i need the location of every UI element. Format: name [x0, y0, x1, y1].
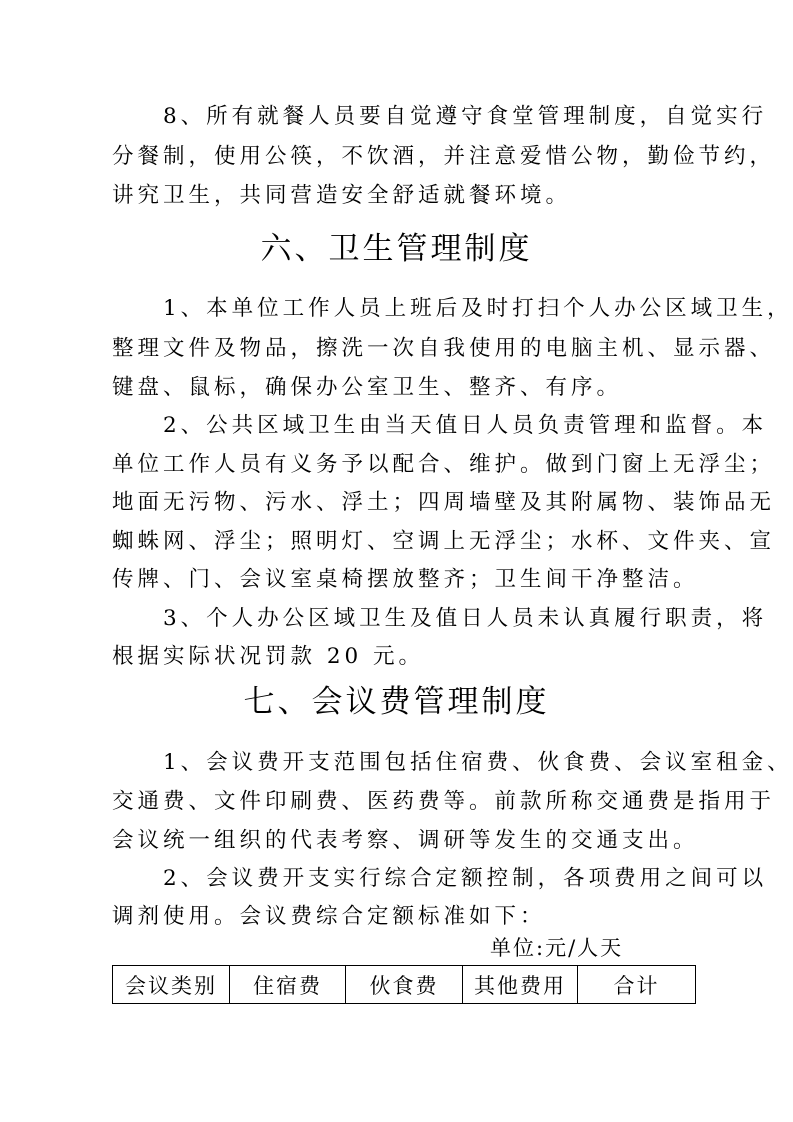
section-heading: 七、会议费管理制度 [243, 684, 550, 720]
paragraph-line: 8、所有就餐人员要自觉遵守食堂管理制度，自觉实行 [112, 104, 768, 129]
table-header-cell: 伙食费 [346, 966, 463, 1004]
table-unit-label: 单位:元/人天 [490, 936, 624, 960]
paragraph-line: 3、个人办公区域卫生及值日人员未认真履行职责，将 [112, 606, 768, 631]
section-heading: 六、卫生管理制度 [260, 231, 533, 267]
table-header-cell: 住宿费 [230, 966, 346, 1004]
paragraph-line: 整理文件及物品，擦洗一次自我使用的电脑主机、显示器、 [112, 336, 776, 361]
paragraph-line: 交通费、文件印刷费、医药费等。前款所称交通费是指用于 [112, 789, 776, 814]
paragraph-line: 地面无污物、污水、浮土；四周墙壁及其附属物、装饰品无 [112, 490, 776, 515]
paragraph-line: 根据实际状况罚款 20 元。 [112, 644, 425, 669]
paragraph-line: 分餐制，使用公筷，不饮酒，并注意爱惜公物，勤俭节约， [112, 144, 776, 169]
meeting-fee-table [112, 965, 696, 1004]
paragraph-line: 传牌、门、会议室桌椅摆放整齐；卫生间干净整洁。 [112, 567, 699, 592]
paragraph-line: 蜘蛛网、浮尘；照明灯、空调上无浮尘；水杯、文件夹、宣 [112, 529, 776, 554]
paragraph-line: 1、会议费开支范围包括住宿费、伙食费、会议室租金、 [112, 750, 793, 775]
paragraph-line: 键盘、鼠标，确保办公室卫生、整齐、有序。 [112, 375, 623, 400]
table-header-cell: 合计 [578, 966, 696, 1004]
paragraph-line: 2、会议费开支实行综合定额控制，各项费用之间可以 [112, 866, 768, 891]
paragraph-line: 2、公共区域卫生由当天值日人员负责管理和监督。本 [112, 413, 768, 438]
table-header-cell: 其他费用 [463, 966, 578, 1004]
paragraph-line: 会议统一组织的代表考察、调研等发生的交通支出。 [112, 828, 699, 853]
paragraph-line: 1、本单位工作人员上班后及时打扫个人办公区域卫生， [112, 296, 793, 321]
paragraph-line: 单位工作人员有义务予以配合、维护。做到门窗上无浮尘； [112, 452, 776, 477]
paragraph-line: 调剂使用。会议费综合定额标准如下： [112, 904, 546, 929]
table-header-row [113, 966, 696, 1004]
paragraph-line: 讲究卫生，共同营造安全舒适就餐环境。 [112, 183, 572, 208]
table-header-cell: 会议类别 [113, 966, 230, 1004]
